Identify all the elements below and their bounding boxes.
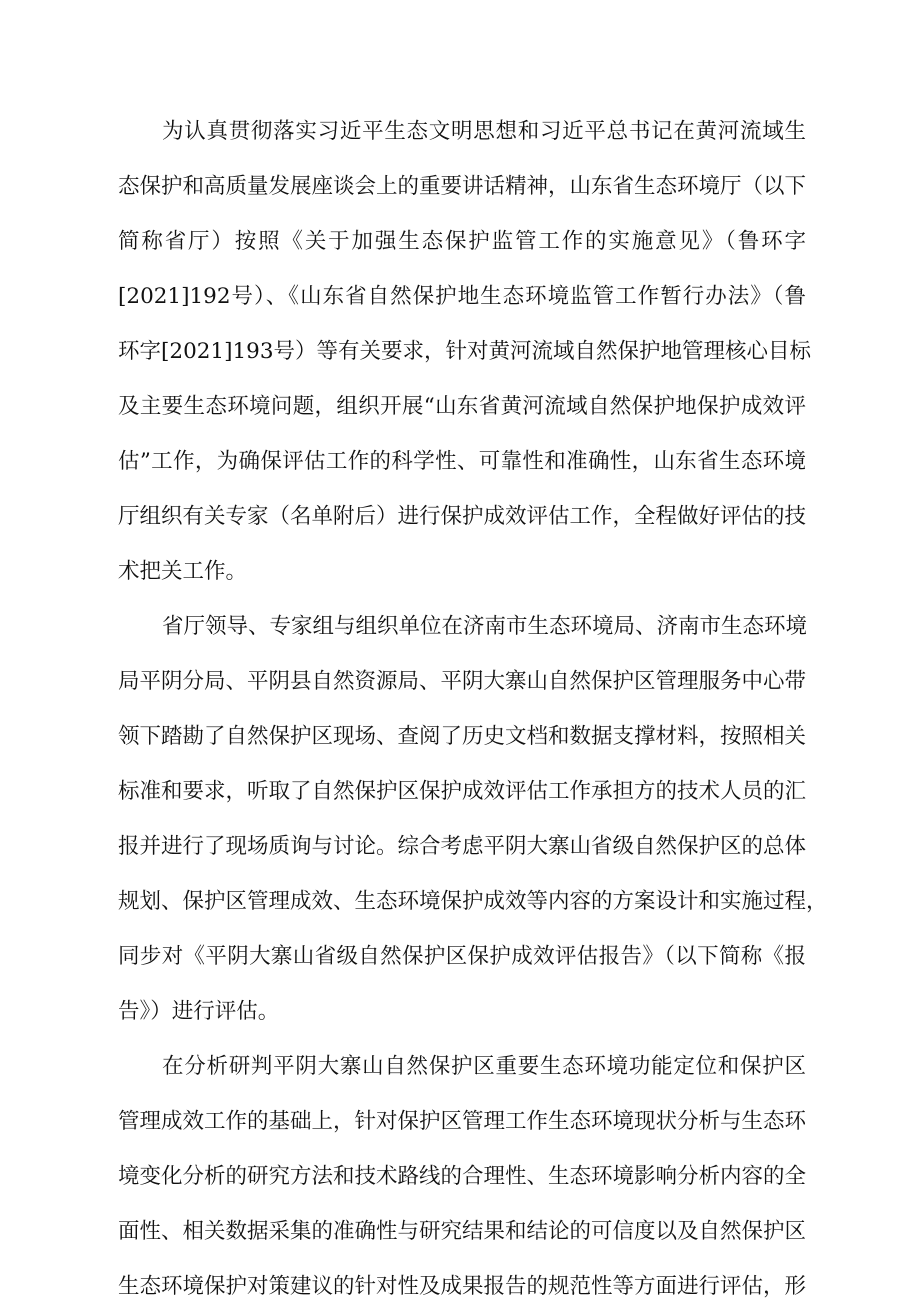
paragraph-2-line-3: 领下踏勘了自然保护区现场、查阅了历史文档和数据支撑材料，按照相关 <box>118 724 807 749</box>
paragraph-3-line-2: 管理成效工作的基础上，针对保护区管理工作生态环境现状分析与生态环 <box>118 1109 807 1134</box>
paragraph-1-line-2: 态保护和高质量发展座谈会上的重要讲话精神，山东省生态环境厅（以下 <box>118 174 807 199</box>
paragraph-2-line-1: 省厅领导、专家组与组织单位在济南市生态环境局、济南市生态环境 <box>162 614 808 639</box>
paragraph-1-line-8: 厅组织有关专家（名单附后）进行保护成效评估工作，全程做好评估的技 <box>118 504 807 529</box>
paragraph-2-line-2: 局平阴分局、平阴县自然资源局、平阴大寨山自然保护区管理服务中心带 <box>118 669 807 694</box>
paragraph-1-line-4: [2021]192号）、《山东省自然保护地生态环境监管工作暂行办法》（鲁 <box>118 284 806 309</box>
paragraph-2-line-5: 报并进行了现场质询与讨论。综合考虑平阴大寨山省级自然保护区的总体 <box>118 834 807 859</box>
paragraph-2-line-6: 规划、保护区管理成效、生态环境保护成效等内容的方案设计和实施过程， <box>118 889 828 914</box>
paragraph-2-line-8: 告》）进行评估。 <box>118 999 280 1024</box>
paragraph-2-line-4: 标准和要求，听取了自然保护区保护成效评估工作承担方的技术人员的汇 <box>118 779 807 804</box>
paragraph-1-line-9: 术把关工作。 <box>118 559 248 584</box>
paragraph-3-line-3: 境变化分析的研究方法和技术路线的合理性、生态环境影响分析内容的全 <box>118 1164 807 1189</box>
paragraph-1-line-5: 环字[2021]193号）等有关要求，针对黄河流域自然保护地管理核心目标 <box>118 339 812 364</box>
paragraph-3-line-5: 生态环境保护对策建议的针对性及成果报告的规范性等方面进行评估，形 <box>118 1274 807 1299</box>
paragraph-1-line-3: 简称省厅）按照《关于加强生态保护监管工作的实施意见》（鲁环字 <box>118 229 806 254</box>
paragraph-2-line-7: 同步对《平阴大寨山省级自然保护区保护成效评估报告》（以下简称《报 <box>118 944 806 969</box>
paragraph-3-line-4: 面性、相关数据采集的准确性与研究结果和结论的可信度以及自然保护区 <box>118 1219 807 1244</box>
paragraph-1-line-7: 估”工作，为确保评估工作的科学性、可靠性和准确性，山东省生态环境 <box>118 449 806 474</box>
paragraph-1-line-1: 为认真贯彻落实习近平生态文明思想和习近平总书记在黄河流域生 <box>162 119 806 144</box>
paragraph-3-line-1: 在分析研判平阴大寨山自然保护区重要生态环境功能定位和保护区 <box>162 1054 806 1079</box>
paragraph-1-line-6: 及主要生态环境问题，组织开展“山东省黄河流域自然保护地保护成效评 <box>118 394 806 419</box>
